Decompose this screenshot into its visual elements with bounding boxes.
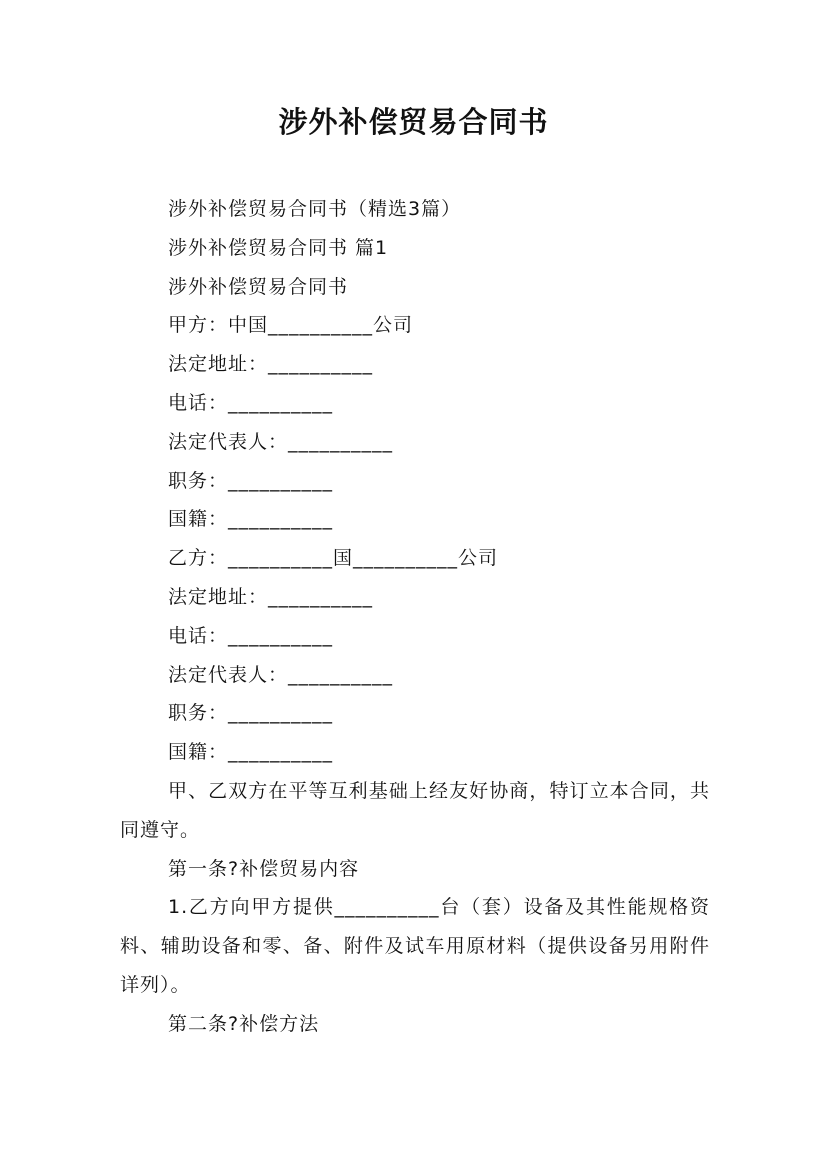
party-b-nationality: 国籍：__________ (168, 741, 334, 764)
party-b-address: 法定地址：__________ (168, 585, 374, 608)
text-line: 涉外补偿贸易合同书 篇1 (168, 236, 389, 259)
text-line: 涉外补偿贸易合同书（精选3篇） (168, 198, 462, 220)
party-a-position: 职务：__________ (168, 469, 334, 492)
party-a-address: 法定地址：__________ (168, 353, 374, 376)
party-b-phone: 电话：__________ (168, 624, 334, 647)
text-line: 涉外补偿贸易合同书 (168, 275, 349, 298)
document-body (120, 190, 710, 1044)
party-a-line: 甲方：中国__________公司 (168, 314, 414, 337)
party-b-representative: 法定代表人：__________ (168, 663, 394, 686)
article-heading: 第一条?补偿贸易内容 (168, 857, 360, 880)
document-title: 涉外补偿贸易合同书 (278, 105, 549, 139)
party-b-position: 职务：__________ (168, 702, 334, 725)
paragraph: 1.乙方向甲方提供__________台（套）设备及其性能规格资料、辅助设备和零、备、附件及试车用原材料（提供设备另用附件详列）。 (120, 896, 710, 996)
paragraph: 甲、乙双方在平等互利基础上经友好协商，特订立本合同，共同遵守。 (120, 779, 710, 841)
party-b-line: 乙方：__________国__________公司 (168, 547, 499, 570)
party-a-representative: 法定代表人：__________ (168, 430, 394, 453)
party-a-nationality: 国籍：__________ (168, 508, 334, 531)
article-heading: 第二条?补偿方法 (168, 1012, 320, 1035)
party-a-phone: 电话：__________ (168, 391, 334, 414)
